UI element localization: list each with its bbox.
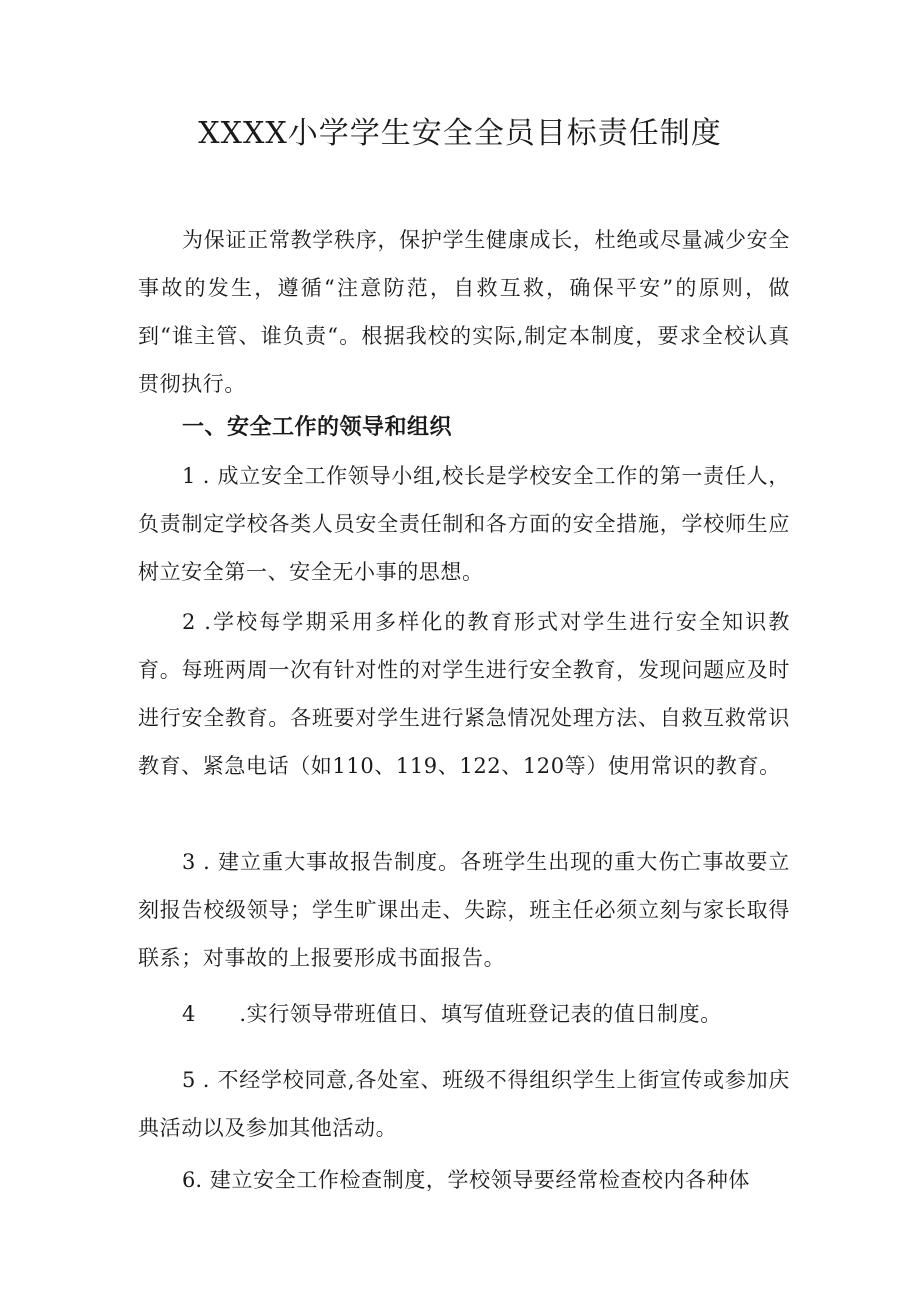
- list-item-1: [138, 452, 790, 596]
- item-text: . 建立重大事故报告制度。各班学生出现的重大伤亡事故要立刻报告校级领导；学生旷课出走、失踪，班主任必须立刻与家长取得联系；对事故的上报要形成书面报告。: [138, 850, 790, 970]
- section-heading: 一、安全工作的领导和组织: [182, 415, 453, 440]
- list-item-2: [138, 598, 790, 790]
- item-text: . 建立安全工作检查制度，学校领导要经常检查校内各种体: [195, 1168, 750, 1192]
- intro-paragraph: 为保证正常教学秩序，保护学生健康成长，杜绝或尽量减少安全事故的发生，遵循“注意防范，自救互救，确保平安”的原则，做到“谁主管、谁负责“。根据我校的实际,制定本制度，要求全校认真贯彻执行。: [138, 228, 790, 396]
- item-number: 5: [182, 1068, 196, 1092]
- item-number: 1: [182, 464, 196, 488]
- item-number: 4: [182, 1002, 196, 1026]
- item-number: 3: [182, 850, 196, 874]
- item-text: . 不经学校同意,各处室、班级不得组织学生上街宣传或参加庆典活动以及参加其他活动。: [138, 1068, 790, 1140]
- item-number: 6: [182, 1168, 196, 1192]
- item-text: . 成立安全工作领导小组,校长是学校安全工作的第一责任人，负责制定学校各类人员安全责任制和各方面的安全措施，学校师生应树立安全第一、安全无小事的思想。: [138, 464, 790, 584]
- list-item-3: [138, 838, 790, 982]
- list-item-5: [138, 1056, 790, 1152]
- item-number: 2: [182, 610, 196, 634]
- item-text: .实行领导带班值日、填写值班登记表的值日制度。: [239, 1002, 722, 1026]
- list-item-4: [138, 990, 790, 1038]
- document-title: XXXX小学学生安全全员目标责任制度: [198, 116, 722, 151]
- item-text: .学校每学期采用多样化的教育形式对学生进行安全知识教育。每班两周一次有针对性的对学生进行安全教育，发现问题应及时进行安全教育。各班要对学生进行紧急情况处理方法、自救互救常识教育、紧急电话（如110、119、122、120等）使用常识的教育。: [138, 610, 790, 778]
- list-item-6: [138, 1156, 790, 1204]
